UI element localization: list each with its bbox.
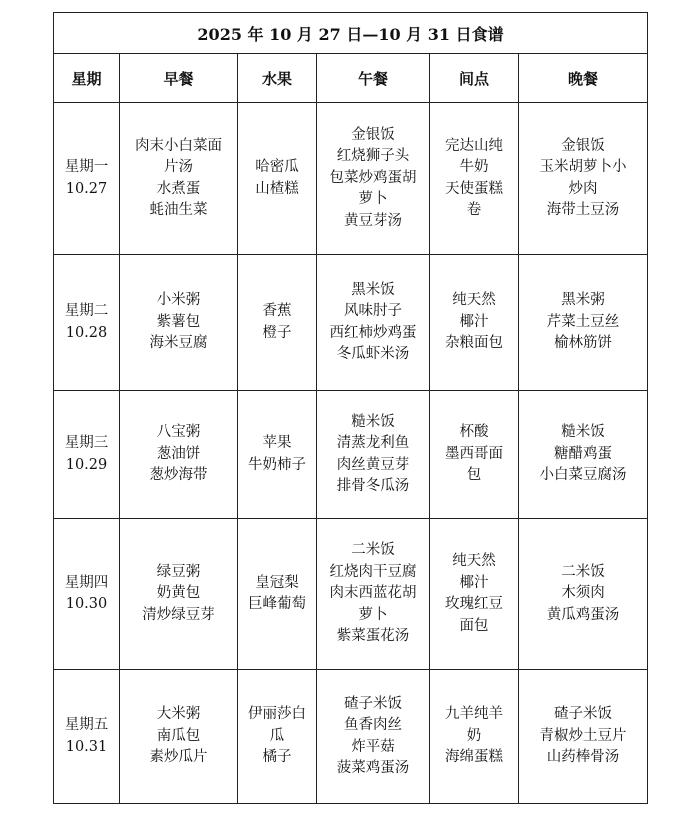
menu-item: 黄豆芽汤 xyxy=(344,212,402,229)
lunch-cell xyxy=(317,391,430,519)
snack-cell xyxy=(430,391,519,519)
day-name: 星期一 xyxy=(64,159,109,175)
menu-item: 葱炒海带 xyxy=(149,467,208,484)
dinner-cell xyxy=(519,670,648,804)
menu-item: 纯天然 xyxy=(452,553,496,569)
menu-item: 二米饭 xyxy=(561,563,605,580)
fruit-cell xyxy=(238,391,317,519)
menu-item: 西红柿炒鸡蛋 xyxy=(329,324,417,341)
menu-item: 炸平菇 xyxy=(351,738,395,755)
lunch-cell xyxy=(317,103,430,255)
dinner-cell xyxy=(519,255,648,391)
day-name: 星期五 xyxy=(64,717,109,733)
table-row xyxy=(54,255,648,391)
breakfast-cell xyxy=(120,391,238,519)
menu-item: 萝卜 xyxy=(358,606,388,623)
snack-cell xyxy=(430,255,519,391)
lunch-cell xyxy=(317,255,430,391)
menu-item: 山药棒骨汤 xyxy=(546,749,620,766)
menu-item: 素炒瓜片 xyxy=(149,749,208,766)
menu-item: 糖醋鸡蛋 xyxy=(554,445,612,462)
menu-item: 糙米饭 xyxy=(351,413,395,430)
menu-item: 伊丽莎白 xyxy=(248,706,306,723)
snack-cell xyxy=(430,670,519,804)
menu-item: 青椒炒土豆片 xyxy=(539,727,627,744)
menu-item: 墨西哥面 xyxy=(445,445,503,462)
menu-item: 玫瑰红豆 xyxy=(445,596,503,612)
column-header-snack: 间点 xyxy=(430,54,519,103)
day-date: 10.28 xyxy=(65,324,108,341)
menu-item: 香蕉 xyxy=(262,303,292,319)
breakfast-cell xyxy=(120,255,238,391)
menu-item: 二米饭 xyxy=(351,542,395,559)
menu-item: 蚝油生菜 xyxy=(149,202,208,218)
day-cell xyxy=(54,670,120,804)
menu-item: 杂粮面包 xyxy=(445,335,503,352)
table-row xyxy=(54,391,648,519)
menu-item: 菠菜鸡蛋汤 xyxy=(336,760,410,776)
fruit-cell xyxy=(238,519,317,670)
day-name: 星期二 xyxy=(64,303,109,319)
menu-item: 小白菜豆腐汤 xyxy=(539,467,627,484)
menu-item: 红烧肉干豆腐 xyxy=(329,563,417,580)
menu-item: 杯酸 xyxy=(459,424,489,441)
fruit-cell xyxy=(238,670,317,804)
day-cell xyxy=(54,391,120,519)
day-cell xyxy=(54,255,120,391)
menu-item: 鱼香肉丝 xyxy=(344,717,402,733)
menu-item: 牛奶柿子 xyxy=(248,456,306,473)
table-row xyxy=(54,103,648,255)
table-row xyxy=(54,519,648,670)
breakfast-cell xyxy=(120,103,238,255)
menu-item: 大米粥 xyxy=(156,706,201,723)
menu-item: 巨峰葡萄 xyxy=(248,596,306,612)
day-date: 10.31 xyxy=(65,738,108,755)
menu-item: 包菜炒鸡蛋胡 xyxy=(329,169,417,186)
menu-item: 瓜 xyxy=(269,727,285,744)
menu-item: 碴子米饭 xyxy=(344,695,402,712)
menu-item: 椰汁 xyxy=(459,574,489,591)
menu-item: 清炒绿豆芽 xyxy=(142,606,215,623)
menu-item: 绿豆粥 xyxy=(156,563,201,580)
menu-item: 糙米饭 xyxy=(561,424,605,441)
menu-table xyxy=(53,12,648,804)
fruit-cell xyxy=(238,103,317,255)
day-date: 10.29 xyxy=(65,456,108,473)
dinner-cell xyxy=(519,519,648,670)
menu-item: 黄瓜鸡蛋汤 xyxy=(546,606,620,623)
lunch-cell xyxy=(317,519,430,670)
menu-item: 卷 xyxy=(466,202,482,218)
fruit-cell xyxy=(238,255,317,391)
menu-item: 包 xyxy=(466,467,482,484)
menu-item: 苹果 xyxy=(262,435,292,451)
menu-item: 奶黄包 xyxy=(156,585,201,602)
menu-item: 皇冠梨 xyxy=(255,574,299,591)
menu-item: 橙子 xyxy=(262,324,292,341)
column-header-dinner: 晚餐 xyxy=(519,54,648,103)
menu-item: 冬瓜虾米汤 xyxy=(336,346,410,362)
menu-item: 木须肉 xyxy=(561,585,605,602)
day-cell xyxy=(54,103,120,255)
breakfast-cell xyxy=(120,670,238,804)
column-header-fruit: 水果 xyxy=(238,54,317,103)
column-header-lunch: 午餐 xyxy=(317,54,430,103)
menu-item: 黑米饭 xyxy=(351,281,395,298)
breakfast-cell xyxy=(120,519,238,670)
menu-item: 面包 xyxy=(459,617,489,634)
menu-item: 炒肉 xyxy=(568,180,598,197)
dinner-cell xyxy=(519,103,648,255)
table-row xyxy=(54,670,648,804)
menu-item: 海绵蛋糕 xyxy=(445,749,503,766)
day-date: 10.30 xyxy=(65,596,108,612)
menu-item: 片汤 xyxy=(164,159,193,175)
menu-item: 海米豆腐 xyxy=(149,335,208,352)
menu-item: 玉米胡萝卜小 xyxy=(539,159,627,175)
menu-item: 芹菜土豆丝 xyxy=(546,313,620,330)
menu-item: 海带土豆汤 xyxy=(546,202,620,218)
menu-item: 哈密瓜 xyxy=(255,159,299,175)
menu-item: 金银饭 xyxy=(561,137,605,154)
menu-item: 八宝粥 xyxy=(156,424,201,441)
menu-item: 紫薯包 xyxy=(156,313,201,330)
dinner-cell xyxy=(519,391,648,519)
menu-item: 水煮蛋 xyxy=(156,180,201,197)
lunch-cell xyxy=(317,670,430,804)
menu-item: 黑米粥 xyxy=(561,292,605,309)
page-title: 2025 年 10 月 27 日—10 月 31 日食谱 xyxy=(54,13,648,54)
menu-item: 牛奶 xyxy=(459,159,489,175)
menu-item: 肉末西蓝花胡 xyxy=(329,585,417,602)
menu-item: 橘子 xyxy=(262,749,292,766)
menu-item: 小米粥 xyxy=(156,292,201,309)
menu-item: 南瓜包 xyxy=(156,727,201,744)
snack-cell xyxy=(430,103,519,255)
menu-item: 九羊纯羊 xyxy=(445,706,503,723)
menu-item: 肉末小白菜面 xyxy=(135,137,222,154)
menu-item: 紫菜蛋花汤 xyxy=(336,628,410,645)
column-header-breakfast: 早餐 xyxy=(120,54,238,103)
menu-item: 碴子米饭 xyxy=(554,706,612,723)
menu-item: 榆林筋饼 xyxy=(554,335,612,352)
snack-cell xyxy=(430,519,519,670)
day-name: 星期三 xyxy=(64,435,109,451)
day-date: 10.27 xyxy=(65,180,108,197)
menu-item: 椰汁 xyxy=(459,313,489,330)
menu-item: 奶 xyxy=(466,727,482,744)
menu-item: 肉丝黄豆芽 xyxy=(336,456,410,473)
menu-item: 完达山纯 xyxy=(445,137,503,154)
menu-item: 红烧狮子头 xyxy=(336,148,410,165)
column-header-day: 星期 xyxy=(54,54,120,103)
menu-item: 金银饭 xyxy=(351,126,395,143)
day-name: 星期四 xyxy=(64,574,109,591)
menu-item: 萝卜 xyxy=(358,191,388,208)
menu-item: 葱油饼 xyxy=(156,445,201,462)
menu-item: 纯天然 xyxy=(452,292,496,309)
header-row xyxy=(54,54,648,103)
menu-item: 排骨冬瓜汤 xyxy=(336,478,410,494)
menu-item: 风味肘子 xyxy=(344,303,402,319)
menu-item: 山楂糕 xyxy=(255,180,299,197)
day-cell xyxy=(54,519,120,670)
menu-item: 天使蛋糕 xyxy=(445,180,503,197)
menu-item: 清蒸龙利鱼 xyxy=(336,435,410,451)
